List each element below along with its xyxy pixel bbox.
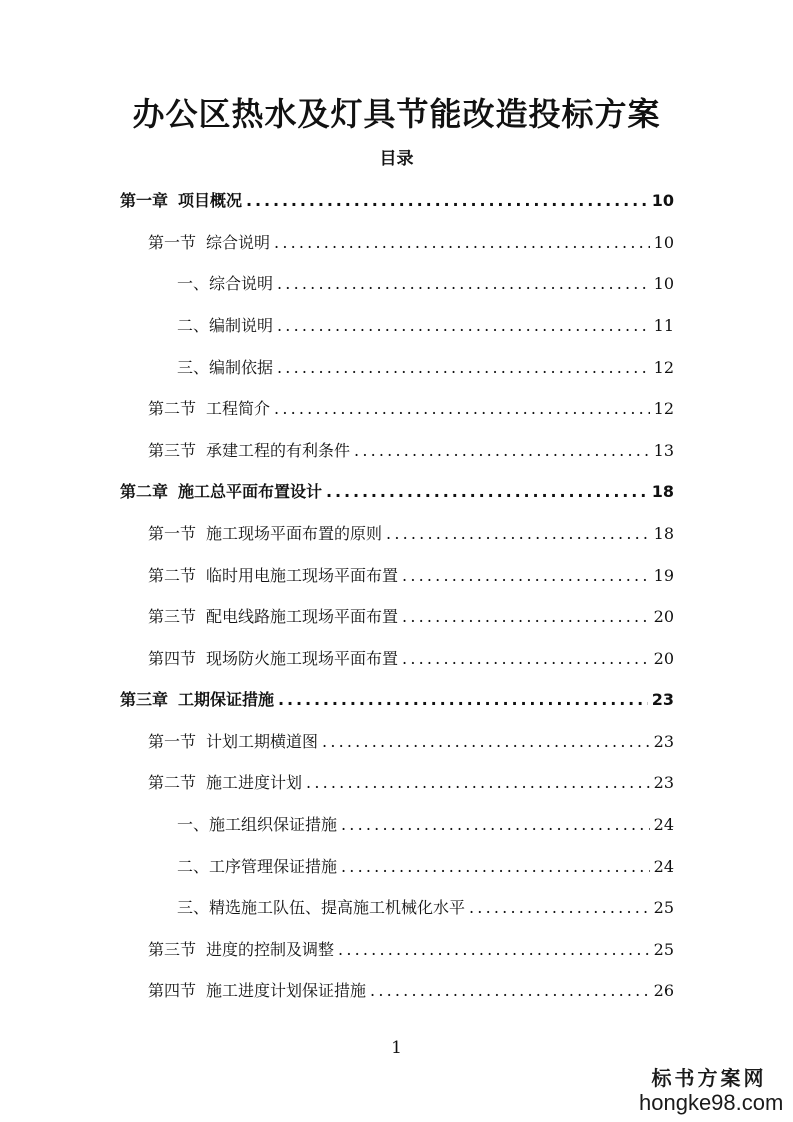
toc-number: 第二章 — [120, 482, 169, 501]
toc-entry-chapter-2[interactable] — [120, 480, 674, 504]
toc-leader-dots — [338, 938, 650, 962]
toc-text: 施工现场平面布置的原则 — [206, 524, 383, 543]
watermark-cn-text: 标书方案网 — [651, 1066, 767, 1090]
toc-page-number: 23 — [653, 773, 674, 792]
toc-text: 工程简介 — [206, 399, 271, 418]
toc-text: 计划工期横道图 — [206, 732, 319, 751]
toc-text: 三、编制依据 — [177, 358, 274, 377]
toc-leader-dots — [341, 855, 650, 879]
toc-leader-dots — [274, 231, 650, 255]
toc-leader-dots — [402, 647, 650, 671]
toc-page-number: 24 — [653, 815, 674, 834]
toc-number: 第二节 — [148, 773, 197, 792]
toc-leader-dots — [246, 189, 648, 213]
toc-entry-section[interactable] — [148, 647, 674, 671]
toc-text: 三、精选施工队伍、提高施工机械化水平 — [177, 898, 466, 917]
toc-leader-dots — [370, 979, 650, 1003]
toc-text: 施工进度计划保证措施 — [206, 981, 367, 1000]
toc-entry-section[interactable] — [148, 730, 674, 754]
toc-page-number: 25 — [653, 898, 674, 917]
toc-leader-dots — [277, 356, 650, 380]
toc-page-number: 25 — [653, 940, 674, 959]
document-title: 办公区热水及灯具节能改造投标方案 — [132, 95, 661, 133]
toc-text: 二、编制说明 — [177, 316, 274, 335]
toc-leader-dots — [322, 730, 650, 754]
toc-page-number: 20 — [653, 607, 674, 626]
toc-number: 第一节 — [148, 233, 197, 252]
toc-entry-item[interactable] — [177, 356, 674, 380]
toc-number: 第二节 — [148, 399, 197, 418]
watermark-logo — [639, 1066, 784, 1116]
toc-leader-dots — [469, 896, 650, 920]
toc-page-number: 23 — [653, 732, 674, 751]
toc-leader-dots — [306, 771, 650, 795]
toc-page-number: 18 — [651, 482, 674, 501]
toc-entry-item[interactable] — [177, 855, 674, 879]
watermark-url-text: hongke98.com — [639, 1090, 784, 1115]
toc-page-number: 24 — [653, 857, 674, 876]
toc-entry-item[interactable] — [177, 813, 674, 837]
toc-text: 进度的控制及调整 — [206, 940, 335, 959]
toc-heading: 目录 — [379, 149, 414, 169]
toc-number: 第三节 — [148, 940, 197, 959]
toc-leader-dots — [341, 813, 650, 837]
toc-leader-dots — [354, 439, 650, 463]
toc-page-number: 10 — [651, 191, 674, 210]
toc-number: 第四节 — [148, 981, 197, 1000]
toc-entry-section[interactable] — [148, 938, 674, 962]
toc-entry-section[interactable] — [148, 979, 674, 1003]
toc-entry-section[interactable] — [148, 397, 674, 421]
toc-page-number: 10 — [653, 233, 674, 252]
toc-page-number: 11 — [653, 316, 674, 335]
toc-text: 一、综合说明 — [177, 274, 274, 293]
toc-leader-dots — [386, 522, 650, 546]
toc-text: 工期保证措施 — [178, 690, 275, 709]
toc-page-number: 20 — [653, 649, 674, 668]
toc-leader-dots — [326, 480, 648, 504]
toc-entry-section[interactable] — [148, 771, 674, 795]
toc-page-number: 10 — [653, 274, 674, 293]
toc-leader-dots — [277, 272, 650, 296]
toc-number: 第一章 — [120, 191, 169, 210]
page-number: 1 — [391, 1038, 402, 1058]
toc-page-number: 18 — [653, 524, 674, 543]
toc-page-number: 12 — [653, 399, 674, 418]
toc-number: 第三章 — [120, 690, 169, 709]
toc-page-number: 12 — [653, 358, 674, 377]
toc-entry-section[interactable] — [148, 522, 674, 546]
toc-entry-section[interactable] — [148, 439, 674, 463]
toc-number: 第三节 — [148, 441, 197, 460]
toc-text: 配电线路施工现场平面布置 — [206, 607, 399, 626]
toc-number: 第二节 — [148, 566, 197, 585]
toc-page-number: 13 — [653, 441, 674, 460]
toc-text: 二、工序管理保证措施 — [177, 857, 338, 876]
toc-entry-item[interactable] — [177, 314, 674, 338]
toc-text: 施工进度计划 — [206, 773, 303, 792]
toc-entry-chapter-1[interactable] — [120, 189, 674, 213]
toc-entry-section[interactable] — [148, 605, 674, 629]
toc-entry-item[interactable] — [177, 272, 674, 296]
toc-page-number: 26 — [653, 981, 674, 1000]
toc-number: 第四节 — [148, 649, 197, 668]
toc-leader-dots — [402, 564, 650, 588]
toc-text: 一、施工组织保证措施 — [177, 815, 338, 834]
toc-text: 项目概况 — [178, 191, 243, 210]
toc-entry-item[interactable] — [177, 896, 674, 920]
toc-entry-section[interactable] — [148, 564, 674, 588]
toc-text: 临时用电施工现场平面布置 — [206, 566, 399, 585]
toc-entry-section[interactable] — [148, 231, 674, 255]
toc-leader-dots — [278, 688, 648, 712]
toc-entry-chapter-3[interactable] — [120, 688, 674, 712]
toc-text: 施工总平面布置设计 — [178, 482, 323, 501]
toc-text: 承建工程的有利条件 — [206, 441, 351, 460]
toc-text: 综合说明 — [206, 233, 271, 252]
toc-leader-dots — [274, 397, 650, 421]
toc-number: 第三节 — [148, 607, 197, 626]
toc-text: 现场防火施工现场平面布置 — [206, 649, 399, 668]
toc-leader-dots — [402, 605, 650, 629]
toc-page-number: 23 — [651, 690, 674, 709]
toc-number: 第一节 — [148, 524, 197, 543]
toc-page-number: 19 — [653, 566, 674, 585]
toc-leader-dots — [277, 314, 650, 338]
toc-number: 第一节 — [148, 732, 197, 751]
